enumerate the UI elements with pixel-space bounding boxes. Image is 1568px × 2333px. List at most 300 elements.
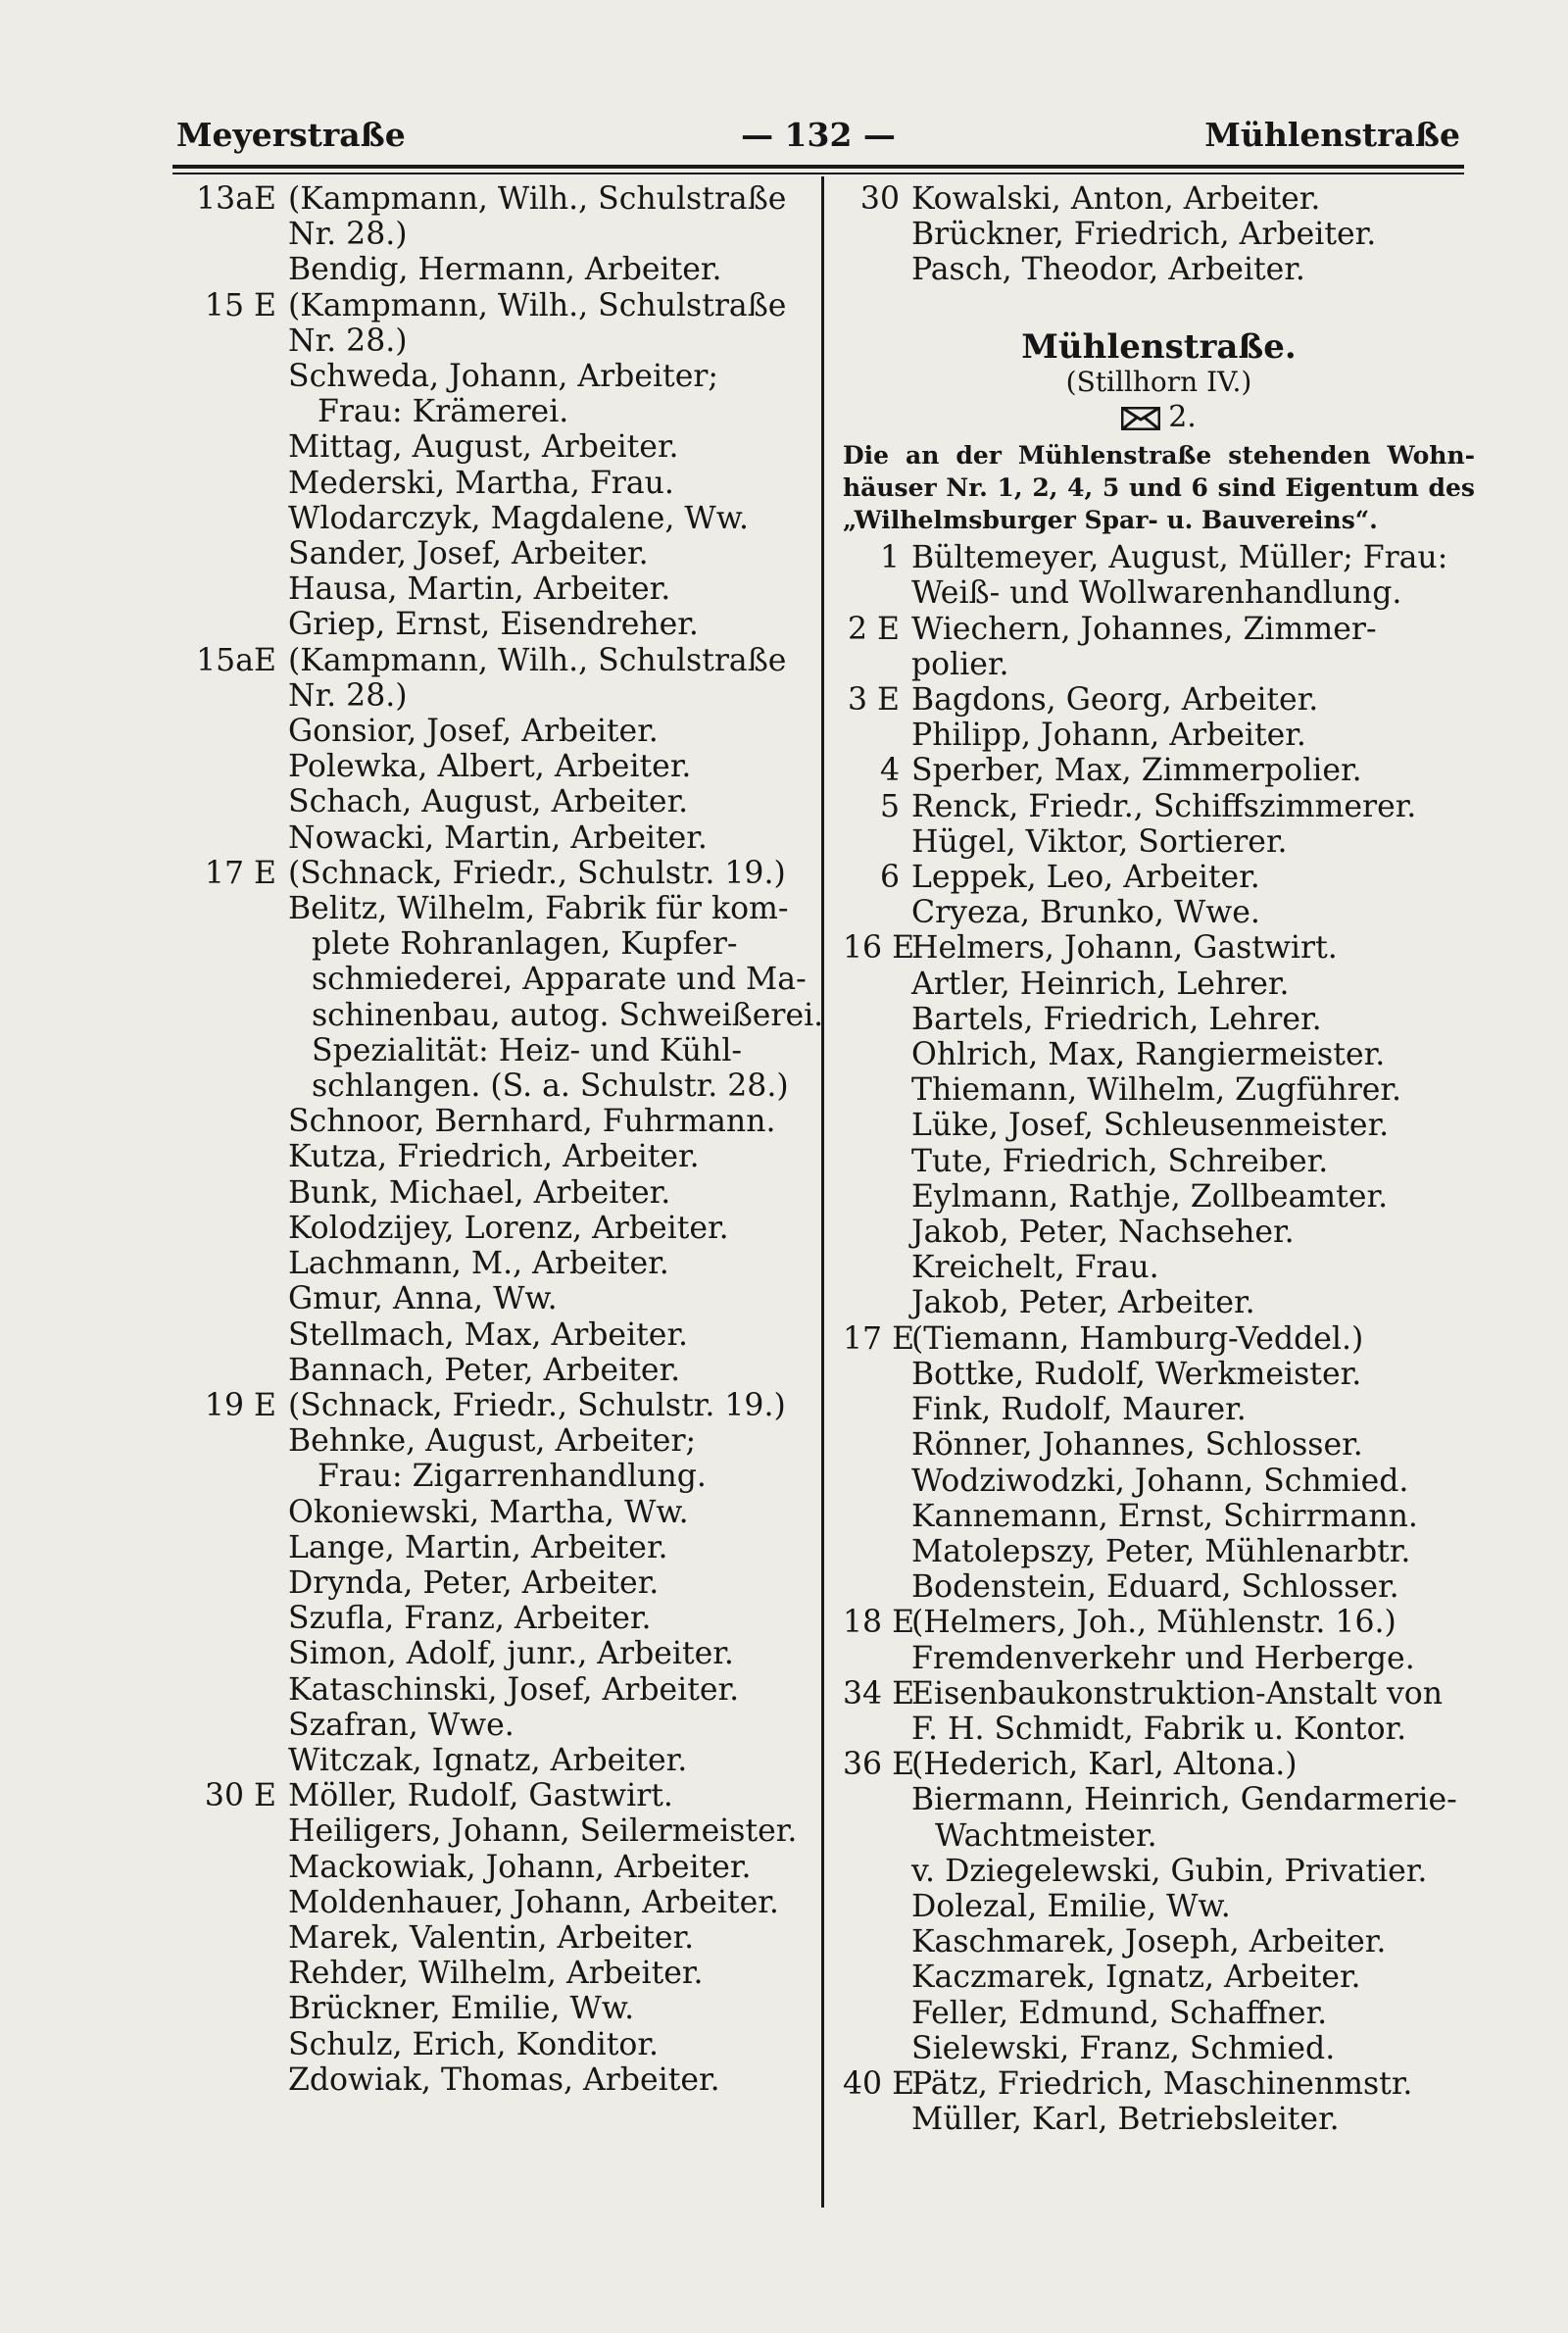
- entry-text: [911, 1534, 1475, 1569]
- entry-line: Schweda, Johann, Arbeiter;: [288, 359, 719, 395]
- house-number: [843, 1996, 911, 2031]
- directory-entry: [843, 1427, 1475, 1463]
- postal-number: 2.: [1168, 400, 1197, 435]
- entry-line: Szufla, Franz, Arbeiter.: [288, 1601, 652, 1637]
- directory-entry: [843, 930, 1475, 966]
- house-number: [196, 1885, 288, 1920]
- directory-entry: [196, 1175, 808, 1211]
- house-number: [843, 1108, 911, 1143]
- entry-line: Matolepszy, Peter, Mühlenarbtr.: [911, 1533, 1411, 1569]
- entry-text: [911, 1464, 1475, 1499]
- entry-line: Kaschmarek, Joseph, Arbeiter.: [911, 1924, 1387, 1961]
- house-number: 16 E: [843, 930, 915, 967]
- entry-text: [288, 1530, 808, 1565]
- house-number: [196, 1956, 288, 1991]
- directory-entry: [196, 1423, 808, 1494]
- entry-line: Heiligers, Johann, Seilermeister.: [288, 1813, 798, 1850]
- directory-entry: [843, 1499, 1475, 1534]
- house-number: [843, 967, 911, 1002]
- house-number: 15aE: [196, 642, 276, 678]
- entry-text: [288, 1495, 808, 1530]
- house-number: [196, 1423, 288, 1494]
- directory-entry: [843, 1534, 1475, 1569]
- entry-line: Müller, Karl, Betriebsleiter.: [911, 2102, 1340, 2138]
- house-number: 2 E: [847, 611, 900, 647]
- directory-entry: [843, 1285, 1475, 1320]
- right-top-entries: [843, 181, 1475, 288]
- house-number: [196, 1601, 288, 1636]
- entry-text: [911, 753, 1475, 788]
- directory-entry: [843, 1889, 1475, 1924]
- entry-line: Gonsior, Josef, Arbeiter.: [288, 714, 659, 750]
- house-number: [196, 1211, 288, 1246]
- entry-line: Ohlrich, Max, Rangiermeister.: [911, 1037, 1386, 1073]
- entry-line: Wlodarczyk, Magdalene, Ww.: [288, 500, 749, 536]
- house-number: 30: [859, 181, 900, 217]
- house-number: [843, 1464, 911, 1499]
- entry-text: [911, 2066, 1475, 2102]
- house-number: [843, 1924, 911, 1960]
- entry-line: Griep, Ernst, Eisendreher.: [288, 607, 699, 643]
- house-number: [196, 1743, 288, 1778]
- column-divider: [821, 176, 824, 2208]
- directory-entry: [196, 820, 808, 856]
- directory-entry: [843, 753, 1475, 788]
- directory-entry: [196, 1778, 808, 1813]
- entry-line: Tute, Friedrich, Schreiber.: [911, 1143, 1329, 1179]
- directory-entry: [843, 789, 1475, 824]
- house-number: 30 E: [204, 1778, 276, 1814]
- entry-text: [911, 540, 1475, 611]
- entry-line: Frau: Krämerei.: [318, 394, 569, 430]
- directory-entry: [196, 1211, 808, 1246]
- entry-text: [911, 1676, 1475, 1747]
- house-number: [196, 1281, 288, 1316]
- entry-text: [288, 1388, 808, 1423]
- entry-text: [911, 1996, 1475, 2031]
- house-number: [196, 1708, 288, 1743]
- house-number: [843, 1889, 911, 1924]
- house-number: [843, 1250, 911, 1285]
- directory-entry: [843, 1464, 1475, 1499]
- house-number: [196, 466, 288, 501]
- entry-text: [288, 571, 808, 607]
- directory-entry: [843, 1072, 1475, 1108]
- house-number: [196, 820, 288, 856]
- directory-entry: [196, 1956, 808, 1991]
- directory-entry: [196, 429, 808, 465]
- entry-text: [911, 1144, 1475, 1179]
- entry-line: Wiechern, Johannes, Zimmer-: [911, 611, 1377, 647]
- entry-line: Schach, August, Arbeiter.: [288, 784, 689, 820]
- entry-text: [288, 1743, 808, 1778]
- house-number: 5: [879, 788, 900, 824]
- house-number: [196, 2062, 288, 2098]
- entry-line: (Hederich, Karl, Altona.): [911, 1747, 1298, 1783]
- house-number: [843, 217, 911, 252]
- house-number: 34 E: [843, 1675, 915, 1712]
- house-number: [843, 718, 911, 753]
- entry-text: [288, 1565, 808, 1601]
- house-number: [196, 1813, 288, 1849]
- entry-line: Fink, Rudolf, Maurer.: [911, 1392, 1247, 1428]
- entry-line: Kolodzijey, Lorenz, Arbeiter.: [288, 1210, 729, 1246]
- directory-entry: [196, 288, 808, 359]
- house-number: [843, 1357, 911, 1392]
- entry-text: [911, 930, 1475, 966]
- page-header: [176, 116, 1460, 165]
- entry-line: Hausa, Martin, Arbeiter.: [288, 571, 671, 608]
- entry-line: Kowalski, Anton, Arbeiter.: [911, 181, 1321, 217]
- entry-text: [911, 181, 1475, 217]
- entry-text: [911, 1747, 1475, 1782]
- entry-line: Fremdenverkehr und Herberge.: [911, 1640, 1415, 1676]
- house-number: [196, 749, 288, 784]
- directory-entry: [843, 217, 1475, 252]
- section-subtitle: (Stillhorn IV.): [1065, 365, 1252, 398]
- entry-line: schinenbau, autog. Schweißerei.: [312, 997, 824, 1033]
- entry-text: [288, 643, 808, 714]
- header-right-street: Mühlenstraße: [1204, 116, 1460, 154]
- entry-text: [288, 784, 808, 819]
- house-number: [843, 1782, 911, 1853]
- directory-entry: [843, 252, 1475, 287]
- entry-line: Pasch, Theodor, Arbeiter.: [911, 252, 1305, 288]
- house-number: [196, 359, 288, 429]
- directory-entry: [843, 1037, 1475, 1072]
- section-title: Mühlenstraße.: [1021, 326, 1297, 367]
- entry-line: Lachmann, M., Arbeiter.: [288, 1246, 669, 1282]
- entry-text: [288, 1708, 808, 1743]
- house-number: [196, 714, 288, 749]
- house-number: [196, 1530, 288, 1565]
- entry-line: v. Dziegelewski, Gubin, Privatier.: [911, 1853, 1428, 1889]
- house-number: 40 E: [843, 2065, 915, 2102]
- entry-text: [288, 1672, 808, 1708]
- entry-line: Lange, Martin, Arbeiter.: [288, 1529, 668, 1565]
- house-number: [843, 1072, 911, 1108]
- directory-entry: [196, 1565, 808, 1601]
- directory-entry: [843, 1996, 1475, 2031]
- directory-entry: [843, 1924, 1475, 1960]
- directory-entry: [196, 2027, 808, 2062]
- directory-entry: [196, 1353, 808, 1388]
- house-number: [843, 1037, 911, 1072]
- entry-text: [288, 820, 808, 856]
- directory-entry: [196, 1495, 808, 1530]
- house-number: [196, 1565, 288, 1601]
- entry-line: Kutza, Friedrich, Arbeiter.: [288, 1139, 700, 1175]
- house-number: [196, 784, 288, 819]
- house-number: 1: [879, 540, 900, 576]
- entry-line: Nr. 28.): [288, 677, 408, 714]
- entry-line: Pätz, Friedrich, Maschinenmstr.: [911, 2065, 1413, 2102]
- entry-text: [911, 1854, 1475, 1889]
- entry-line: Mackowiak, Johann, Arbeiter.: [288, 1849, 752, 1885]
- entry-text: [911, 1605, 1475, 1675]
- directory-entry: [196, 607, 808, 642]
- entry-line: Dolezal, Emilie, Ww.: [911, 1888, 1231, 1924]
- house-number: [843, 1499, 911, 1534]
- entry-text: [911, 1392, 1475, 1427]
- directory-entry: [843, 2031, 1475, 2066]
- house-number: 19 E: [204, 1387, 276, 1423]
- entry-line: Sperber, Max, Zimmerpolier.: [911, 753, 1362, 789]
- directory-entry: [196, 181, 808, 252]
- entry-line: Thiemann, Wilhelm, Zugführer.: [911, 1072, 1402, 1109]
- entry-text: [911, 1215, 1475, 1250]
- postal-district: [843, 400, 1475, 435]
- entry-line: Frau: Zigarrenhandlung.: [318, 1459, 707, 1495]
- entry-line: Sander, Josef, Arbeiter.: [288, 536, 649, 572]
- entry-line: Zdowiak, Thomas, Arbeiter.: [288, 2061, 720, 2098]
- left-column: [196, 181, 824, 2098]
- directory-entry: [196, 2062, 808, 2098]
- house-number: [843, 252, 911, 287]
- directory-entry: [196, 643, 808, 714]
- house-number: [843, 1427, 911, 1463]
- house-number: 4: [879, 753, 900, 789]
- house-number: [843, 1854, 911, 1889]
- header-rule-thick: [172, 165, 1464, 169]
- directory-entry: [196, 1281, 808, 1316]
- house-number: [196, 429, 288, 465]
- directory-entry: [196, 252, 808, 287]
- directory-entry: [843, 1108, 1475, 1143]
- directory-entry: [843, 824, 1475, 860]
- house-number: 18 E: [843, 1605, 915, 1641]
- entry-text: [911, 824, 1475, 860]
- directory-entry: [196, 784, 808, 819]
- directory-entry: [196, 1388, 808, 1423]
- entry-text: [911, 1108, 1475, 1143]
- entry-text: [911, 1321, 1475, 1357]
- house-number: [196, 1920, 288, 1956]
- entry-text: [288, 359, 808, 429]
- entry-line: Bunk, Michael, Arbeiter.: [288, 1174, 671, 1211]
- house-number: [196, 1495, 288, 1530]
- entry-line: Biermann, Heinrich, Gendarmerie-: [911, 1782, 1457, 1818]
- entry-line: Kaczmarek, Ignatz, Arbeiter.: [911, 1960, 1361, 1996]
- entry-line: Brückner, Emilie, Ww.: [288, 1991, 635, 2027]
- directory-entry: [843, 540, 1475, 611]
- entry-text: [288, 1956, 808, 1991]
- entry-line: Bültemeyer, August, Müller; Frau:: [911, 540, 1448, 576]
- entry-text: [911, 1427, 1475, 1463]
- right-entries: [843, 540, 1475, 2137]
- entry-line: (Kampmann, Wilh., Schulstraße: [288, 287, 787, 323]
- entry-line: Weiß- und Wollwarenhandlung.: [911, 575, 1402, 612]
- entry-line: Möller, Rudolf, Gastwirt.: [288, 1778, 673, 1814]
- entry-text: [288, 536, 808, 571]
- entry-line: Okoniewski, Martha, Ww.: [288, 1494, 689, 1530]
- entry-text: [911, 1250, 1475, 1285]
- house-number: [196, 1175, 288, 1211]
- entry-line: (Kampmann, Wilh., Schulstraße: [288, 181, 787, 217]
- house-number: [196, 1850, 288, 1885]
- entry-text: [288, 714, 808, 749]
- house-number: [196, 1672, 288, 1708]
- directory-entry: [196, 856, 808, 891]
- entry-line: Wachtmeister.: [935, 1817, 1157, 1854]
- entry-text: [288, 1246, 808, 1281]
- house-number: [196, 1139, 288, 1174]
- entry-line: Feller, Edmund, Schaffner.: [911, 1995, 1328, 2031]
- entry-line: Kannemann, Ernst, Schirrmann.: [911, 1498, 1418, 1534]
- entry-line: Witczak, Ignatz, Arbeiter.: [288, 1742, 688, 1778]
- entry-text: [911, 2031, 1475, 2066]
- entry-line: Bannach, Peter, Arbeiter.: [288, 1352, 681, 1388]
- house-number: [196, 1246, 288, 1281]
- entry-text: [911, 1037, 1475, 1072]
- entry-line: Nr. 28.): [288, 217, 408, 253]
- directory-entry: [843, 1002, 1475, 1037]
- directory-entry: [196, 1104, 808, 1139]
- entry-text: [288, 1850, 808, 1885]
- page-number: — 132 —: [741, 116, 896, 154]
- house-number: [196, 1353, 288, 1388]
- directory-entry: [196, 359, 808, 429]
- directory-entry: [843, 1357, 1475, 1392]
- right-column: [843, 181, 1475, 2137]
- directory-entry: [843, 1392, 1475, 1427]
- entry-text: [911, 217, 1475, 252]
- directory-entry: [843, 895, 1475, 930]
- entry-line: Gmur, Anna, Ww.: [288, 1281, 558, 1317]
- entry-line: Jakob, Peter, Arbeiter.: [911, 1285, 1255, 1321]
- entry-text: [288, 1601, 808, 1636]
- directory-entry: [843, 1747, 1475, 1782]
- directory-entry: [843, 1321, 1475, 1357]
- entry-line: (Schnack, Friedr., Schulstr. 19.): [288, 855, 786, 891]
- entry-text: [288, 1991, 808, 2026]
- directory-entry: [196, 1850, 808, 1885]
- header-left-street: Meyerstraße: [176, 116, 406, 154]
- entry-text: [288, 1423, 808, 1494]
- directory-entry: [843, 2102, 1475, 2137]
- entry-line: F. H. Schmidt, Fabrik u. Kontor.: [911, 1711, 1407, 1747]
- entry-line: Bendig, Hermann, Arbeiter.: [288, 252, 722, 288]
- entry-text: [288, 181, 808, 252]
- entry-text: [911, 682, 1475, 718]
- entry-line: Artler, Heinrich, Lehrer.: [911, 966, 1290, 1002]
- house-number: 6: [879, 860, 900, 896]
- entry-line: Helmers, Johann, Gastwirt.: [911, 930, 1338, 967]
- entry-line: Eylmann, Rathje, Zollbeamter.: [911, 1178, 1389, 1215]
- directory-entry: [843, 1605, 1475, 1675]
- directory-entry: [196, 1139, 808, 1174]
- directory-entry: [196, 1920, 808, 1956]
- entry-text: [288, 1813, 808, 1849]
- directory-entry: [843, 2066, 1475, 2102]
- directory-entry: [843, 181, 1475, 217]
- entry-line: Kreichelt, Frau.: [911, 1250, 1159, 1286]
- entry-text: [288, 1211, 808, 1246]
- entry-text: [288, 429, 808, 465]
- entry-line: Stellmach, Max, Arbeiter.: [288, 1316, 689, 1353]
- entry-text: [288, 1778, 808, 1813]
- house-number: 13aE: [196, 181, 276, 217]
- house-number: [196, 891, 288, 1104]
- house-number: [843, 1144, 911, 1179]
- house-number: [843, 2031, 911, 2066]
- entry-line: schmiederei, Apparate und Ma-: [312, 962, 807, 998]
- directory-entry: [196, 1530, 808, 1565]
- directory-entry: [843, 1144, 1475, 1179]
- entry-text: [911, 1285, 1475, 1320]
- directory-entry: [843, 967, 1475, 1002]
- entry-text: [911, 1499, 1475, 1534]
- envelope-icon: [1121, 407, 1160, 430]
- entry-line: plete Rohranlagen, Kupfer-: [312, 926, 738, 963]
- house-number: [196, 571, 288, 607]
- entry-line: Bottke, Rudolf, Werkmeister.: [911, 1356, 1362, 1392]
- entry-text: [911, 789, 1475, 824]
- entry-line: Marek, Valentin, Arbeiter.: [288, 1919, 695, 1956]
- entry-text: [911, 1072, 1475, 1108]
- entry-line: Schnoor, Bernhard, Fuhrmann.: [288, 1104, 776, 1140]
- directory-entry: [843, 1215, 1475, 1250]
- entry-text: [288, 252, 808, 287]
- house-number: [843, 1534, 911, 1569]
- directory-entry: [843, 1960, 1475, 1995]
- entry-line: Rönner, Johannes, Schlosser.: [911, 1427, 1363, 1464]
- entry-text: [288, 1317, 808, 1353]
- entry-text: [288, 1139, 808, 1174]
- entry-text: [911, 967, 1475, 1002]
- directory-entry: [843, 1854, 1475, 1889]
- entry-line: Belitz, Wilhelm, Fabrik für kom-: [288, 891, 789, 927]
- directory-entry: [196, 1813, 808, 1849]
- house-number: [196, 536, 288, 571]
- directory-entry: [843, 718, 1475, 753]
- house-number: [196, 1991, 288, 2026]
- entry-text: [288, 1885, 808, 1920]
- entry-text: [911, 1889, 1475, 1924]
- house-number: [843, 1179, 911, 1215]
- directory-entry: [196, 501, 808, 536]
- directory-entry: [196, 1991, 808, 2026]
- entry-text: [288, 1175, 808, 1211]
- directory-entry: [196, 714, 808, 749]
- entry-line: Mederski, Martha, Frau.: [288, 465, 674, 501]
- house-number: [843, 1569, 911, 1605]
- entry-text: [288, 2062, 808, 2098]
- ownership-note: Die an der Mühlenstraße stehenden Wohn- häuser Nr. 1, 2, 4, 5 und 6 sind Eigentum des „Wilhelmsburger Spar- u. Bauvereins“.: [843, 441, 1475, 535]
- entry-line: (Schnack, Friedr., Schulstr. 19.): [288, 1387, 786, 1423]
- entry-line: Philipp, Johann, Arbeiter.: [911, 718, 1306, 754]
- house-number: 15 E: [204, 287, 276, 323]
- entry-text: [911, 1357, 1475, 1392]
- directory-entry: [843, 1676, 1475, 1747]
- entry-text: [288, 288, 808, 359]
- directory-entry: [196, 1885, 808, 1920]
- house-number: [196, 1104, 288, 1139]
- entry-line: Renck, Friedr., Schiffszimmerer.: [911, 788, 1417, 824]
- entry-text: [911, 1924, 1475, 1960]
- entry-text: [911, 1179, 1475, 1215]
- house-number: 36 E: [843, 1747, 915, 1783]
- entry-line: Jakob, Peter, Nachseher.: [911, 1215, 1295, 1251]
- entry-line: Bartels, Friedrich, Lehrer.: [911, 1001, 1322, 1037]
- entry-line: Drynda, Peter, Arbeiter.: [288, 1564, 660, 1601]
- entry-line: Spezialität: Heiz- und Kühl-: [312, 1032, 743, 1068]
- entry-text: [288, 607, 808, 642]
- entry-text: [288, 891, 824, 1105]
- directory-entry: [843, 1782, 1475, 1853]
- entry-line: Sielewski, Franz, Schmied.: [911, 2030, 1336, 2066]
- house-number: [843, 1960, 911, 1995]
